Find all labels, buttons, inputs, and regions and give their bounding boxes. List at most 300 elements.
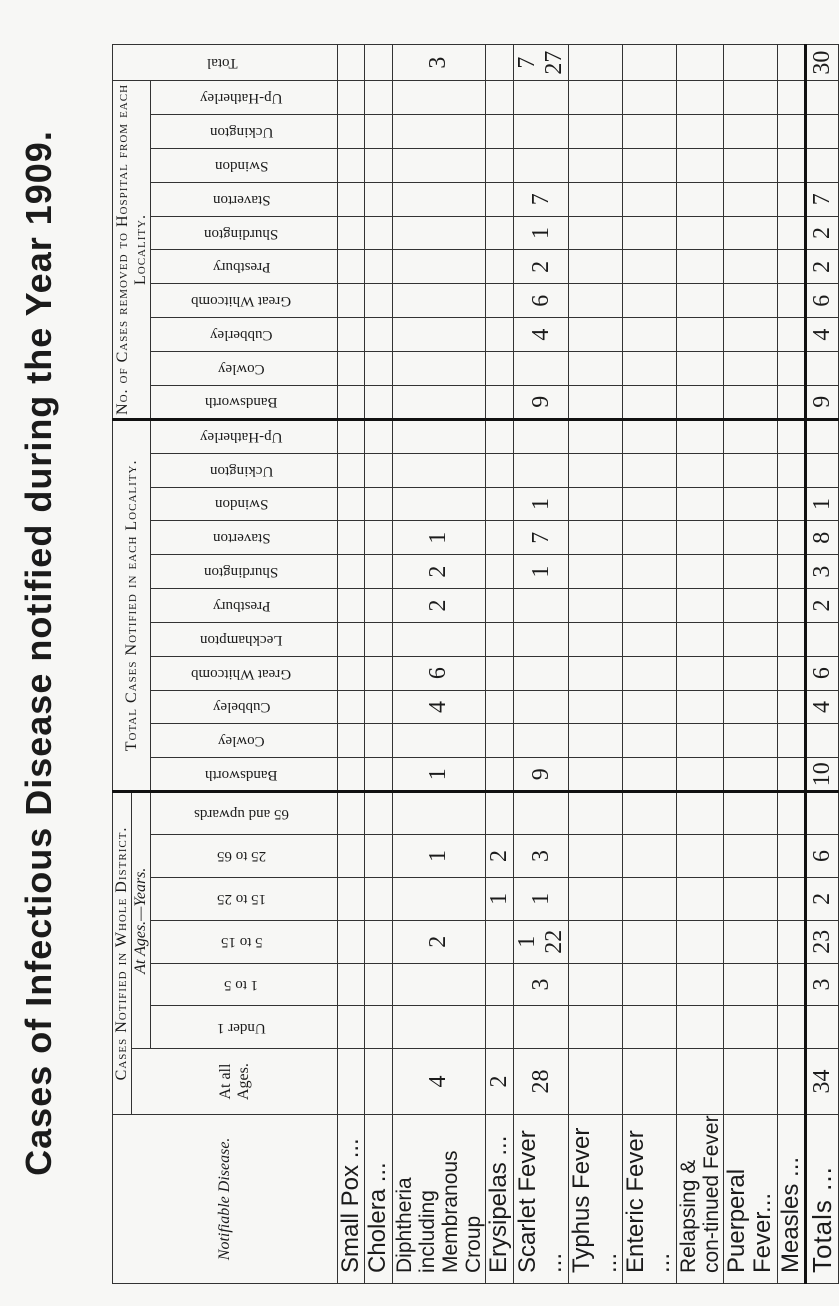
cell-hospital xyxy=(622,352,676,386)
cell-hospital xyxy=(486,182,514,216)
cell-age-band xyxy=(676,920,723,963)
cell-all-ages xyxy=(569,1049,623,1114)
cell-locality: 9 xyxy=(514,758,569,792)
cell-locality xyxy=(723,622,777,656)
cell-hospital xyxy=(365,284,392,318)
cell-hospital xyxy=(777,216,805,250)
cell-locality xyxy=(365,521,392,555)
header-age-band: Under 1 xyxy=(151,1006,338,1049)
cell-hospital: 2 xyxy=(514,250,569,284)
cell-hospital xyxy=(569,216,623,250)
header-hospital-locality: Bandsworth xyxy=(151,385,338,419)
cell-hospital: 7 xyxy=(514,182,569,216)
cell-hospital xyxy=(676,148,723,182)
cell-locality xyxy=(569,555,623,589)
cell-locality xyxy=(365,622,392,656)
header-hospital-locality: Cowley xyxy=(151,352,338,386)
cell-hospital xyxy=(622,182,676,216)
cell-hospital xyxy=(723,250,777,284)
cell-locality xyxy=(338,656,365,690)
cell-age-band xyxy=(777,877,805,920)
cell-age-band xyxy=(676,835,723,878)
cell-hospital xyxy=(569,318,623,352)
cell-age-band: 6 xyxy=(806,835,839,878)
cell-locality xyxy=(676,487,723,521)
cell-locality xyxy=(777,555,805,589)
cell-age-band xyxy=(392,1006,485,1049)
cell-hospital xyxy=(392,148,485,182)
header-notifiable-disease: Notifiable Disease. xyxy=(113,1114,338,1283)
cell-age-band: 1 xyxy=(486,877,514,920)
cell-hospital xyxy=(338,284,365,318)
cell-locality xyxy=(622,487,676,521)
cell-total xyxy=(723,45,777,81)
cell-all-ages: 34 xyxy=(806,1049,839,1114)
cell-locality xyxy=(569,419,623,453)
cell-hospital xyxy=(569,115,623,149)
cell-age-band xyxy=(676,963,723,1006)
cell-age-band xyxy=(365,792,392,835)
header-hospital-locality: Up-Hatherley xyxy=(151,81,338,115)
header-hospital-locality: Great Whitcomb xyxy=(151,284,338,318)
header-hospital-locality: Cubberley xyxy=(151,318,338,352)
header-at-ages: At Ages.—Years. xyxy=(132,792,151,1049)
header-locality: Shurdington xyxy=(151,555,338,589)
cell-hospital xyxy=(777,182,805,216)
cell-locality xyxy=(392,724,485,758)
cell-hospital xyxy=(777,250,805,284)
disease-name: Scarlet Fever ... xyxy=(514,1114,569,1283)
cell-hospital: 2 xyxy=(806,250,839,284)
disease-name: Relapsing & con-tinued Fever xyxy=(676,1114,723,1283)
cell-age-band xyxy=(486,963,514,1006)
cell-hospital xyxy=(676,115,723,149)
cell-hospital xyxy=(676,385,723,419)
cell-hospital xyxy=(486,216,514,250)
cell-age-band xyxy=(723,792,777,835)
cell-hospital xyxy=(569,148,623,182)
cell-locality xyxy=(338,487,365,521)
cell-locality xyxy=(806,622,839,656)
cell-all-ages: 4 xyxy=(392,1049,485,1114)
cell-hospital xyxy=(676,250,723,284)
cell-age-band xyxy=(338,963,365,1006)
cell-age-band xyxy=(392,792,485,835)
cell-locality: 2 xyxy=(806,589,839,623)
cell-locality xyxy=(338,521,365,555)
cell-locality xyxy=(723,419,777,453)
cell-locality: 8 xyxy=(806,521,839,555)
cell-locality: 1 xyxy=(806,487,839,521)
cell-hospital xyxy=(514,115,569,149)
cell-locality xyxy=(676,622,723,656)
cell-age-band xyxy=(486,1006,514,1049)
cell-hospital xyxy=(777,352,805,386)
cell-age-band xyxy=(338,877,365,920)
cell-locality xyxy=(569,453,623,487)
cell-age-band xyxy=(338,835,365,878)
header-hospital-locality: Prestbury xyxy=(151,250,338,284)
cell-locality xyxy=(569,487,623,521)
cell-hospital xyxy=(569,250,623,284)
header-locality: Staverton xyxy=(151,521,338,555)
cell-age-band: 2 xyxy=(392,920,485,963)
cell-age-band xyxy=(514,792,569,835)
cell-locality xyxy=(365,724,392,758)
cell-hospital xyxy=(365,352,392,386)
header-locality: Cowley xyxy=(151,724,338,758)
cell-hospital: 7 xyxy=(806,182,839,216)
cell-hospital xyxy=(338,115,365,149)
cell-hospital xyxy=(365,115,392,149)
cell-locality: 3 xyxy=(806,555,839,589)
header-age-band: 5 to 15 xyxy=(151,920,338,963)
cell-hospital xyxy=(514,81,569,115)
header-total: Total xyxy=(113,45,338,81)
cell-locality xyxy=(777,758,805,792)
table-row xyxy=(392,45,485,1284)
cell-hospital xyxy=(723,352,777,386)
cell-age-band xyxy=(569,963,623,1006)
cell-locality xyxy=(777,622,805,656)
cell-total xyxy=(622,45,676,81)
cell-hospital: 9 xyxy=(514,385,569,419)
cell-hospital xyxy=(338,318,365,352)
header-hospital-locality: Staverton xyxy=(151,182,338,216)
header-locality: Up-Hatherley xyxy=(151,419,338,453)
cell-age-band xyxy=(365,963,392,1006)
cell-locality xyxy=(676,521,723,555)
cell-age-band xyxy=(569,1006,623,1049)
cell-all-ages: 2 xyxy=(486,1049,514,1114)
cell-total xyxy=(338,45,365,81)
header-locality: Great Whitcomb xyxy=(151,656,338,690)
cell-hospital: 2 xyxy=(806,216,839,250)
cell-age-band xyxy=(365,920,392,963)
cell-age-band xyxy=(569,877,623,920)
cell-hospital xyxy=(622,148,676,182)
cell-age-band: 1 xyxy=(392,835,485,878)
cell-locality xyxy=(514,419,569,453)
cell-hospital: 1 xyxy=(514,216,569,250)
cell-hospital xyxy=(777,318,805,352)
cell-age-band xyxy=(777,1006,805,1049)
cell-hospital xyxy=(676,284,723,318)
header-locality: Uckington xyxy=(151,453,338,487)
cell-hospital xyxy=(486,284,514,318)
disease-name: Enteric Fever ... xyxy=(622,1114,676,1283)
cell-locality xyxy=(723,758,777,792)
header-age-band: 65 and upwards xyxy=(151,792,338,835)
cell-locality: 1 xyxy=(514,487,569,521)
cell-locality xyxy=(338,419,365,453)
cell-hospital xyxy=(622,250,676,284)
cell-locality xyxy=(392,453,485,487)
cell-hospital xyxy=(723,284,777,318)
cell-locality: 1 xyxy=(392,521,485,555)
cell-locality: 2 xyxy=(392,589,485,623)
header-hospital-locality: Swindon xyxy=(151,148,338,182)
header-locality: Cubbeley xyxy=(151,690,338,724)
disease-name: Typhus Fever ... xyxy=(569,1114,623,1283)
cell-locality xyxy=(622,724,676,758)
cell-age-band: 2 xyxy=(806,877,839,920)
cell-age-band xyxy=(723,963,777,1006)
cell-age-band: 1 22 xyxy=(514,920,569,963)
cell-locality xyxy=(723,690,777,724)
cell-locality xyxy=(723,521,777,555)
cell-locality xyxy=(486,622,514,656)
cell-locality xyxy=(723,656,777,690)
cell-locality xyxy=(723,487,777,521)
cell-hospital xyxy=(338,250,365,284)
cell-hospital xyxy=(486,318,514,352)
disease-name: Puerperal Fever... xyxy=(723,1114,777,1283)
cell-locality xyxy=(777,690,805,724)
cell-total xyxy=(777,45,805,81)
cell-hospital xyxy=(723,385,777,419)
cell-hospital xyxy=(676,352,723,386)
disease-rows xyxy=(338,45,839,1284)
cell-age-band xyxy=(622,835,676,878)
disease-name: Cholera ... xyxy=(365,1114,392,1283)
cell-age-band xyxy=(723,835,777,878)
cell-age-band xyxy=(723,1006,777,1049)
cell-locality xyxy=(514,656,569,690)
cell-hospital: 9 xyxy=(806,385,839,419)
cell-hospital xyxy=(338,182,365,216)
cell-total: 30 xyxy=(806,45,839,81)
cell-age-band xyxy=(365,877,392,920)
cell-locality xyxy=(777,589,805,623)
cell-locality xyxy=(777,521,805,555)
header-locality: Leckhampton xyxy=(151,622,338,656)
cell-locality xyxy=(486,724,514,758)
cell-locality: 1 xyxy=(514,555,569,589)
cell-locality xyxy=(676,690,723,724)
cell-hospital xyxy=(569,385,623,419)
cell-age-band xyxy=(676,1006,723,1049)
cell-locality xyxy=(777,419,805,453)
cell-hospital xyxy=(392,216,485,250)
page-title: Cases of Infectious Disease notified during the Year 1909. xyxy=(18,130,59,1176)
cell-locality xyxy=(622,690,676,724)
header-at-all-ages: At all Ages. xyxy=(132,1049,338,1114)
cell-hospital xyxy=(392,318,485,352)
cell-age-band xyxy=(486,920,514,963)
cell-locality xyxy=(622,555,676,589)
header-hospital-locality: Uckington xyxy=(151,115,338,149)
cell-locality: 4 xyxy=(806,690,839,724)
cell-hospital xyxy=(569,81,623,115)
cell-locality xyxy=(569,656,623,690)
cell-locality xyxy=(338,758,365,792)
cell-hospital xyxy=(338,216,365,250)
cell-locality xyxy=(676,453,723,487)
cell-total xyxy=(365,45,392,81)
cell-locality: 6 xyxy=(806,656,839,690)
cell-locality xyxy=(365,419,392,453)
cell-age-band xyxy=(806,792,839,835)
cell-locality xyxy=(338,690,365,724)
cell-age-band xyxy=(622,1006,676,1049)
cell-locality xyxy=(569,622,623,656)
header-age-band: 1 to 5 xyxy=(151,963,338,1006)
cell-age-band xyxy=(569,792,623,835)
cell-age-band xyxy=(569,920,623,963)
cell-locality xyxy=(622,419,676,453)
cell-locality: 1 xyxy=(392,758,485,792)
cell-locality xyxy=(676,555,723,589)
cell-total: 3 xyxy=(392,45,485,81)
cell-age-band xyxy=(723,877,777,920)
cell-locality xyxy=(486,453,514,487)
cell-age-band: 3 xyxy=(806,963,839,1006)
cell-locality xyxy=(723,453,777,487)
cell-locality xyxy=(723,724,777,758)
cell-locality xyxy=(486,487,514,521)
cell-locality xyxy=(338,622,365,656)
cell-total xyxy=(486,45,514,81)
cell-locality xyxy=(676,589,723,623)
cell-age-band xyxy=(365,1006,392,1049)
cell-hospital xyxy=(622,216,676,250)
cell-age-band: 3 xyxy=(514,835,569,878)
cell-hospital xyxy=(723,115,777,149)
cell-all-ages xyxy=(338,1049,365,1114)
cell-locality xyxy=(486,555,514,589)
cell-hospital xyxy=(365,148,392,182)
cell-hospital xyxy=(514,352,569,386)
cell-hospital xyxy=(723,81,777,115)
cell-hospital xyxy=(777,115,805,149)
cell-hospital xyxy=(514,148,569,182)
cell-hospital xyxy=(569,352,623,386)
cell-locality xyxy=(365,589,392,623)
cell-locality xyxy=(622,758,676,792)
cell-hospital: 6 xyxy=(514,284,569,318)
header-locality: Prestbury xyxy=(151,589,338,623)
cell-all-ages xyxy=(676,1049,723,1114)
cell-hospital xyxy=(365,250,392,284)
header-locality: Bandsworth xyxy=(151,758,338,792)
cell-hospital xyxy=(806,148,839,182)
cell-locality: 10 xyxy=(806,758,839,792)
cell-hospital xyxy=(569,182,623,216)
cell-hospital xyxy=(486,81,514,115)
table-row xyxy=(486,45,514,1284)
cell-hospital xyxy=(486,115,514,149)
header-age-band: 15 to 25 xyxy=(151,877,338,920)
cell-hospital xyxy=(676,81,723,115)
cell-locality xyxy=(514,589,569,623)
cell-hospital xyxy=(338,385,365,419)
header-locality: Swindon xyxy=(151,487,338,521)
cell-locality xyxy=(569,690,623,724)
cell-hospital xyxy=(676,182,723,216)
cell-locality xyxy=(676,758,723,792)
cell-hospital xyxy=(777,81,805,115)
cell-hospital xyxy=(392,81,485,115)
cell-locality xyxy=(365,453,392,487)
cell-hospital xyxy=(806,115,839,149)
cell-locality xyxy=(514,724,569,758)
cell-age-band: 3 xyxy=(514,963,569,1006)
header-total-cases-locality: Total Cases Notified in each Locality. xyxy=(113,419,151,791)
cell-hospital xyxy=(365,81,392,115)
cell-locality: 6 xyxy=(392,656,485,690)
cell-locality xyxy=(806,419,839,453)
cell-hospital xyxy=(777,385,805,419)
totals-label: Totals ... xyxy=(806,1114,839,1283)
cell-locality xyxy=(622,589,676,623)
cell-hospital xyxy=(676,318,723,352)
cell-hospital xyxy=(723,318,777,352)
table-row xyxy=(622,45,676,1284)
cell-hospital xyxy=(486,385,514,419)
cell-locality xyxy=(569,521,623,555)
cell-hospital xyxy=(486,148,514,182)
cell-hospital xyxy=(806,81,839,115)
cell-hospital xyxy=(569,284,623,318)
cell-age-band xyxy=(622,920,676,963)
cell-locality xyxy=(486,656,514,690)
cell-age-band xyxy=(569,835,623,878)
cell-age-band xyxy=(338,920,365,963)
table-row xyxy=(723,45,777,1284)
cell-locality xyxy=(365,555,392,589)
cell-age-band xyxy=(723,920,777,963)
cell-locality xyxy=(486,758,514,792)
cell-hospital xyxy=(723,182,777,216)
cell-age-band xyxy=(392,877,485,920)
cell-locality xyxy=(806,453,839,487)
cell-locality xyxy=(365,690,392,724)
table-row xyxy=(676,45,723,1284)
cell-hospital xyxy=(365,182,392,216)
cell-locality xyxy=(486,589,514,623)
cell-age-band: 2 xyxy=(486,835,514,878)
cell-locality xyxy=(569,724,623,758)
cell-locality xyxy=(392,622,485,656)
cell-locality xyxy=(622,656,676,690)
cell-age-band: 1 xyxy=(514,877,569,920)
cell-hospital xyxy=(392,284,485,318)
cell-locality xyxy=(486,419,514,453)
disease-name: Diphtheria including Membranous Croup xyxy=(392,1114,485,1283)
cell-age-band xyxy=(676,792,723,835)
cell-locality xyxy=(676,724,723,758)
cell-locality xyxy=(392,487,485,521)
cell-hospital xyxy=(338,81,365,115)
cell-age-band xyxy=(514,1006,569,1049)
cell-locality xyxy=(514,453,569,487)
cell-hospital xyxy=(392,182,485,216)
cell-age-band xyxy=(338,792,365,835)
cell-locality xyxy=(622,521,676,555)
cell-all-ages xyxy=(777,1049,805,1114)
cell-hospital xyxy=(365,216,392,250)
cell-total: 7 27 xyxy=(514,45,569,81)
cell-hospital xyxy=(622,385,676,419)
cell-hospital xyxy=(392,115,485,149)
cell-locality xyxy=(622,622,676,656)
cell-locality xyxy=(486,690,514,724)
cell-hospital xyxy=(338,148,365,182)
cell-locality xyxy=(676,656,723,690)
disease-name: Erysipelas ... xyxy=(486,1114,514,1283)
cell-hospital xyxy=(392,352,485,386)
